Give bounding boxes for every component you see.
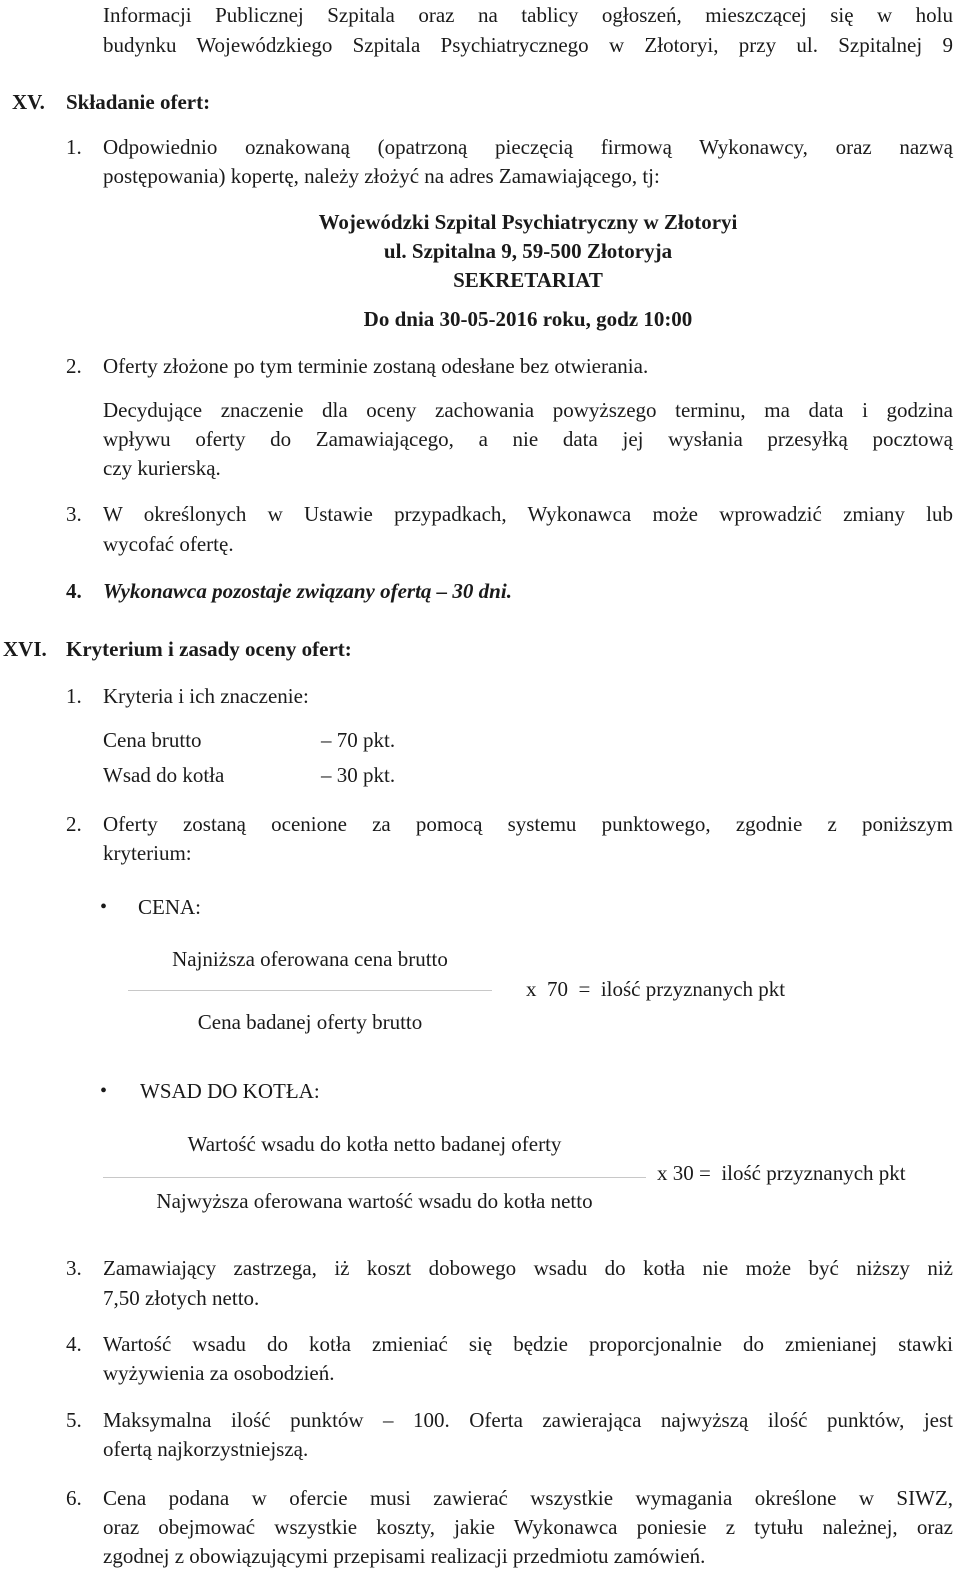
item-xv-4-text: Wykonawca pozostaje związany ofertą – 30 dni.	[103, 579, 512, 603]
cena-result: x 70 = ilość przyznanych pkt	[526, 977, 786, 1001]
address-department: SEKRETARIAT	[453, 268, 603, 292]
item-xv-1-line-2: postępowania) kopertę, należy złożyć na adres Zamawiającego, tj:	[103, 164, 660, 188]
wsad-numerator: Wartość wsadu do kotła netto badanej oferty	[187, 1132, 562, 1156]
section-xvi-title: Kryterium i zasady oceny ofert:	[66, 637, 352, 661]
fraction-line	[103, 1177, 646, 1178]
item-number: 4.	[66, 579, 82, 603]
item-number: 1.	[66, 684, 82, 708]
item-xvi-2-line-1: Oferty zostaną ocenione za pomocą systemu punktowego, zgodnie z poniższym	[103, 812, 953, 836]
item-xvi-4-line-1: Wartość wsadu do kotła zmieniać się będzie proporcjonalnie do zmienianej stawki	[103, 1332, 953, 1356]
intro-line-2: budynku Wojewódzkiego Szpitala Psychiatrycznego w Złotoryi, przy ul. Szpitalnej 9	[103, 33, 953, 57]
cena-label: CENA:	[138, 895, 201, 919]
fraction-line	[128, 990, 492, 991]
item-number: 3.	[66, 1256, 82, 1280]
item-xv-2-para-line-3: czy kurierską.	[103, 456, 221, 480]
item-xvi-6-line-2: oraz obejmować wszystkie koszty, jakie Wykonawca poniesie z tytułu należnej, oraz	[103, 1515, 953, 1539]
item-number: 6.	[66, 1486, 82, 1510]
item-xvi-6-line-3: zgodnej z obowiązującymi przepisami realizacji przedmiotu zamówień.	[103, 1544, 706, 1568]
address-street: ul. Szpitalna 9, 59-500 Złotoryja	[383, 239, 673, 263]
item-xv-2-para-line-1: Decydujące znaczenie dla oceny zachowania powyższego terminu, ma data i godzina	[103, 398, 953, 422]
item-number: 4.	[66, 1332, 82, 1356]
cena-denominator: Cena badanej oferty brutto	[197, 1010, 423, 1034]
criterion-value: – 30 pkt.	[321, 763, 396, 787]
item-xvi-2-line-2: kryterium:	[103, 841, 192, 865]
item-xvi-3-line-1: Zamawiający zastrzega, iż koszt dobowego wsadu do kotła nie może być niższy niż	[103, 1256, 953, 1280]
item-xv-3-line-2: wycofać ofertę.	[103, 532, 234, 556]
cena-numerator: Najniższa oferowana cena brutto	[172, 947, 448, 971]
section-xv-number: XV.	[12, 90, 45, 114]
bullet-icon: •	[100, 1080, 108, 1102]
item-xv-2-line-1: Oferty złożone po tym terminie zostaną odesłane bez otwierania.	[103, 354, 649, 378]
section-xv-title: Składanie ofert:	[66, 90, 211, 114]
criterion-name: Cena brutto	[103, 728, 202, 752]
item-xv-2-para-line-2: wpływu oferty do Zamawiającego, a nie data jej wysłania przesyłką pocztową	[103, 427, 953, 451]
item-number: 2.	[66, 812, 82, 836]
section-xvi-number: XVI.	[3, 637, 47, 661]
intro-line-1: Informacji Publicznej Szpitala oraz na tablicy ogłoszeń, mieszczącej się w holu	[103, 3, 953, 27]
bullet-icon: •	[100, 896, 108, 918]
criterion-name: Wsad do kotła	[103, 763, 225, 787]
criterion-value: – 70 pkt.	[321, 728, 396, 752]
submission-deadline: Do dnia 30-05-2016 roku, godz 10:00	[363, 307, 693, 331]
item-number: 3.	[66, 502, 82, 526]
item-xv-1-line-1: Odpowiednio oznakowaną (opatrzoną pieczęcią firmową Wykonawcy, oraz nazwą	[103, 135, 953, 159]
item-xvi-1-text: Kryteria i ich znaczenie:	[103, 684, 309, 708]
item-xvi-4-line-2: wyżywienia za osobodzień.	[103, 1361, 335, 1385]
item-number: 5.	[66, 1408, 82, 1432]
item-xvi-5-line-1: Maksymalna ilość punktów – 100. Oferta zawierająca najwyższą ilość punktów, jest	[103, 1408, 953, 1432]
item-number: 1.	[66, 135, 82, 159]
wsad-result: x 30 = ilość przyznanych pkt	[657, 1161, 906, 1185]
wsad-denominator: Najwyższa oferowana wartość wsadu do kotła netto	[156, 1189, 593, 1213]
item-number: 2.	[66, 354, 82, 378]
item-xvi-5-line-2: ofertą najkorzystniejszą.	[103, 1437, 309, 1461]
item-xvi-3-line-2: 7,50 złotych netto.	[103, 1286, 260, 1310]
item-xvi-6-line-1: Cena podana w ofercie musi zawierać wszystkie wymagania określone w SIWZ,	[103, 1486, 953, 1510]
wsad-label: WSAD DO KOTŁA:	[140, 1079, 320, 1103]
item-xv-3-line-1: W określonych w Ustawie przypadkach, Wykonawca może wprowadzić zmiany lub	[103, 502, 953, 526]
address-name: Wojewódzki Szpital Psychiatryczny w Złotoryi	[318, 210, 738, 234]
